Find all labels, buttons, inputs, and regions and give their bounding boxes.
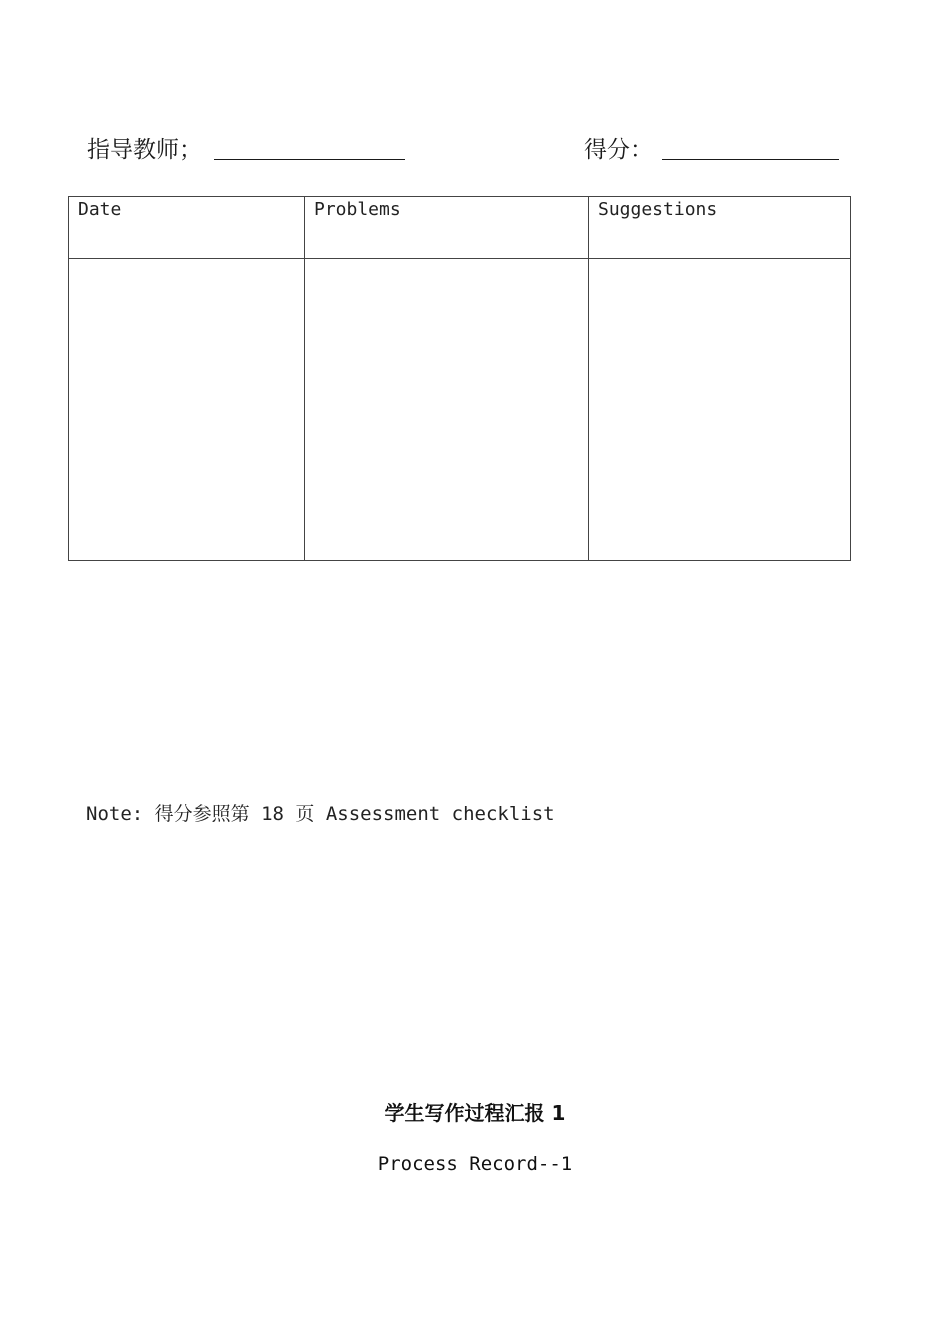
score-line[interactable]	[662, 159, 839, 160]
process-record-table	[68, 196, 851, 561]
column-header-suggestions: Suggestions	[589, 197, 851, 259]
problems-cell[interactable]	[305, 259, 589, 561]
column-header-problems: Problems	[305, 197, 589, 259]
table-row	[69, 259, 851, 561]
instructor-label: 指导教师；	[87, 137, 202, 163]
section-title-english: Process Record--1	[377, 1153, 573, 1175]
instructor-signature-line[interactable]	[214, 159, 405, 160]
score-label: 得分：	[584, 137, 653, 163]
table-header-row	[69, 197, 851, 259]
assessment-note: Note: 得分参照第 18 页 Assessment checklist	[86, 803, 555, 825]
suggestions-cell[interactable]	[589, 259, 851, 561]
section-title-chinese: 学生写作过程汇报 1	[384, 1101, 566, 1125]
column-header-date: Date	[69, 197, 305, 259]
date-cell[interactable]	[69, 259, 305, 561]
